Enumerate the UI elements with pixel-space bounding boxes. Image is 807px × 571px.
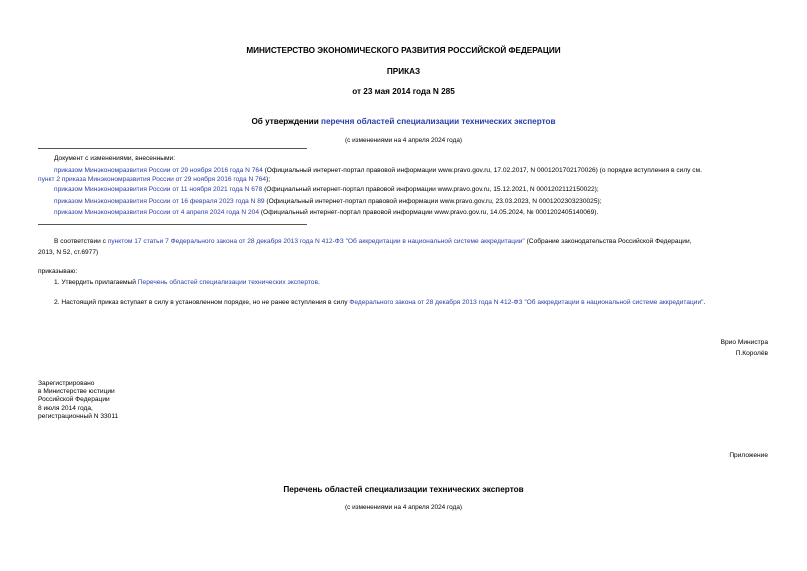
registration-line: в Министерстве юстиции <box>38 388 115 396</box>
change-item <box>54 209 598 217</box>
registration-line: 8 июля 2014 года, <box>38 404 93 412</box>
change-link[interactable]: приказом Минэкономразвития России от 4 апреля 2024 года N 204 <box>54 209 260 216</box>
changes-intro: Документ с изменениями, внесенными: <box>54 155 176 162</box>
change-item <box>54 167 702 175</box>
doc-title-prefix: Об утверждении <box>251 117 322 126</box>
divider-bottom <box>38 224 307 225</box>
appendix-title: Перечень областей специализации технических экспертов <box>283 485 524 494</box>
federal-law-link[interactable]: Федерального закона от 28 декабря 2013 года N 412-ФЗ "Об аккредитации в национальной системе аккредитации" <box>349 299 704 306</box>
change-text: ); <box>266 176 271 183</box>
change-text: (Официальный интернет-портал правовой информации www.pravo.gov.ru, 17.02.2017, N 0001201702170026) (о порядке вступления в силу см. <box>262 167 702 174</box>
item2-suffix: . <box>703 299 706 306</box>
signature-position: Врио Министра <box>720 339 768 346</box>
change-link[interactable]: пункт 2 приказа Минэкономразвития России от 29 ноября 2016 года N 764 <box>38 176 267 183</box>
signature-name: П.Королёв <box>735 350 768 357</box>
change-link[interactable]: приказом Минэкономразвития России от 11 ноября 2021 года N 678 <box>54 186 263 193</box>
doc-date-number: от 23 мая 2014 года N 285 <box>352 87 455 96</box>
item1-prefix: 1. Утвердить прилагаемый <box>54 279 138 286</box>
ministry-name: МИНИСТЕРСТВО ЭКОНОМИЧЕСКОГО РАЗВИТИЯ РОССИЙСКОЙ ФЕДЕРАЦИИ <box>246 46 561 55</box>
doc-type: ПРИКАЗ <box>386 67 421 76</box>
change-item <box>54 186 599 194</box>
registration-line: регистрационный N 33011 <box>38 412 119 420</box>
order-word: приказываю: <box>38 268 78 275</box>
item1-suffix: . <box>317 279 320 286</box>
change-text: (Официальный интернет-портал правовой информации www.pravo.gov.ru, 15.12.2021, N 0001202112150022); <box>262 186 599 193</box>
change-text: (Официальный интернет-портал правовой информации www.pravo.gov.ru, 23.03.2023, N 0001202303230025); <box>264 198 602 205</box>
change-item <box>54 198 602 206</box>
preamble-prefix: В соответствии с <box>54 238 108 245</box>
doc-title <box>0 117 807 127</box>
registration-block <box>38 380 118 421</box>
registration-line: Зарегистрировано <box>38 380 95 387</box>
order-item-1 <box>54 279 320 287</box>
preamble-suffix: (Собрание законодательства Российской Федерации, <box>524 238 692 245</box>
preamble-line2: 2013, N 52, ст.6977) <box>38 249 99 256</box>
change-link[interactable]: приказом Минэкономразвития России от 29 ноября 2016 года N 764 <box>54 167 263 174</box>
change-text: (Официальный интернет-портал правовой информации www.pravo.gov.ru, 14.05.2024, № 0001202405140069). <box>259 209 599 216</box>
law-article-link[interactable]: пунктом 17 статьи 7 Федерального закона от 28 декабря 2013 года N 412-ФЗ "Об аккредитации в национальной системе аккредитации" <box>107 238 525 245</box>
order-item-2 <box>54 299 705 307</box>
doc-revision: (с изменениями на 4 апреля 2024 года) <box>345 137 462 144</box>
appendix-label: Приложение <box>729 452 768 459</box>
list-link[interactable]: Перечень областей специализации технических экспертов <box>137 279 318 286</box>
change-link[interactable]: приказом Минэкономразвития России от 16 февраля 2023 года N 89 <box>54 198 265 205</box>
doc-title-link[interactable]: перечня областей специализации технических экспертов <box>321 117 556 126</box>
divider-top <box>38 148 307 149</box>
item2-prefix: 2. Настоящий приказ вступает в силу в установленном порядке, но не ранее вступления в силу <box>54 299 350 306</box>
change-item <box>38 176 270 184</box>
registration-line: Российской Федерации <box>38 396 110 404</box>
preamble <box>54 238 770 246</box>
appendix-revision: (с изменениями на 4 апреля 2024 года) <box>345 504 462 511</box>
